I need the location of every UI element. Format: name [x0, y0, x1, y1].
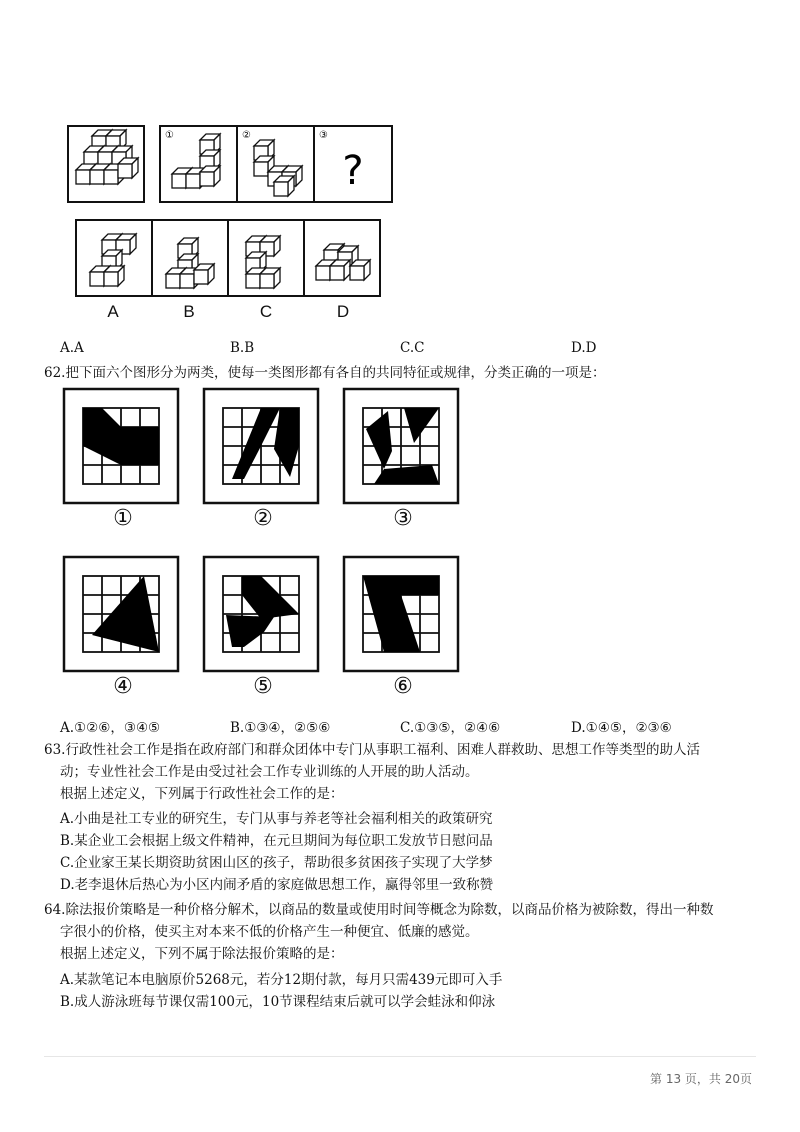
q62-label-1: ①	[113, 506, 133, 531]
page-number: 第 13 页，共 20页	[650, 1072, 752, 1086]
q64-stem-line1: 64.除法报价策略是一种价格分解术，以商品的数量或使用时间等概念为除数，以商品价格为被除数，得出一种数	[44, 902, 714, 918]
q62-figure-4	[64, 557, 178, 671]
q61-answer-c-shape	[246, 236, 280, 288]
q62-option-c[interactable]: C.①③⑤，②④⑥	[400, 720, 501, 736]
q62-figure-5	[204, 557, 318, 671]
q61-panel-label-2: ②	[242, 130, 251, 141]
footer-divider	[44, 1056, 756, 1057]
q61-letter-a: A	[107, 302, 119, 321]
q63-option-d[interactable]: D.老李退休后热心为小区内闹矛盾的家庭做思想工作，赢得邻里一致称赞	[60, 877, 494, 893]
q63-option-c[interactable]: C.企业家王某长期资助贫困山区的孩子，帮助很多贫困孩子实现了大学梦	[60, 855, 493, 871]
q62-label-2: ②	[253, 506, 273, 531]
q61-given-shape	[76, 130, 138, 184]
q61-option-d[interactable]: D.D	[571, 340, 597, 356]
q63-stem-line2: 动；专业性社会工作是由受过社会工作专业训练的人开展的助人活动。	[60, 764, 479, 780]
q61-letter-b: B	[183, 302, 195, 321]
q62-figure-6	[344, 557, 458, 671]
q61-panel-2-shape	[254, 140, 302, 196]
q61-cube-figure	[60, 118, 400, 308]
q62-label-5: ⑤	[253, 674, 273, 699]
q61-letter-d: D	[336, 302, 350, 321]
q61-answer-d-shape	[316, 244, 370, 280]
q62-option-d[interactable]: D.①④⑤，②③⑥	[571, 720, 672, 736]
q62-grid-figures	[60, 385, 470, 677]
q62-label-4: ④	[113, 674, 133, 699]
q61-option-b[interactable]: B.B	[230, 340, 255, 356]
q64-option-b[interactable]: B.成人游泳班每节课仅需100元，10节课程结束后就可以学会蛙泳和仰泳	[60, 994, 496, 1010]
q62-figure-1	[64, 389, 178, 503]
q64-option-a[interactable]: A.某款笔记本电脑原价5268元，若分12期付款，每月只需439元即可入手	[60, 972, 503, 988]
q61-option-c[interactable]: C.C	[400, 340, 425, 356]
q61-panel-label-1: ①	[165, 130, 174, 141]
q64-stem-line2: 字很小的价格，使买主对本来不低的价格产生一种便宜、低廉的感觉。	[60, 924, 479, 940]
q63-prompt: 根据上述定义，下列属于行政性社会工作的是：	[60, 786, 344, 802]
q62-figure-2	[204, 389, 318, 503]
q63-stem-line1: 63.行政性社会工作是指在政府部门和群众团体中专门从事职工福利、困难人群救助、思想工作等类型的助人活	[44, 742, 700, 758]
q61-option-a[interactable]: A.A	[60, 340, 84, 356]
q61-answer-a-shape	[90, 234, 136, 286]
q62-option-b[interactable]: B.①③④，②⑤⑥	[230, 720, 331, 736]
q61-answer-b-shape	[166, 238, 214, 288]
q62-label-3: ③	[393, 506, 413, 531]
q61-panel-1-shape	[172, 134, 220, 188]
q64-prompt: 根据上述定义，下列不属于除法报价策略的是：	[60, 946, 344, 962]
q62-label-6: ⑥	[393, 674, 413, 699]
q62-stem: 62.把下面六个图形分为两类，使每一类图形都有各自的共同特征或规律，分类正确的一项是：	[44, 365, 606, 381]
q62-figure-3	[344, 389, 458, 503]
q63-option-b[interactable]: B.某企业工会根据上级文件精神，在元旦期间为每位职工发放节日慰问品	[60, 833, 493, 849]
q61-panel-label-3: ③	[319, 130, 328, 141]
q61-question-mark: ?	[342, 148, 364, 194]
q62-option-a[interactable]: A.①②⑥，③④⑤	[60, 720, 161, 736]
q63-option-a[interactable]: A.小曲是社工专业的研究生，专门从事与养老等社会福利相关的政策研究	[60, 811, 493, 827]
q61-letter-c: C	[259, 302, 273, 321]
